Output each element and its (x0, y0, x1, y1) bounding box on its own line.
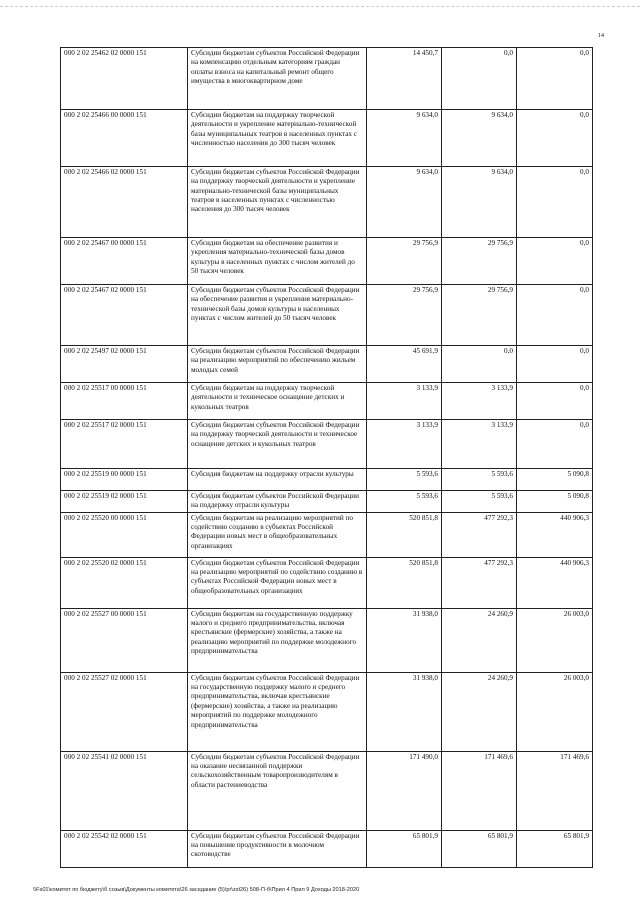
amount-2018-cell: 5 593,6 (367, 469, 442, 491)
table-row (61, 672, 593, 751)
amount-2020-cell: 171 469,6 (517, 751, 593, 830)
amount-2018-cell: 5 593,6 (367, 491, 442, 513)
amount-2019-cell: 477 292,3 (442, 512, 517, 557)
amount-2020-cell: 0,0 (517, 285, 593, 346)
revenue-table (60, 47, 593, 868)
budget-code-cell: 000 2 02 25466 00 0000 151 (61, 110, 188, 167)
budget-code-cell: 000 2 02 25466 02 0000 151 (61, 167, 188, 238)
amount-2018-cell: 31 938,0 (367, 608, 442, 672)
table-row (61, 830, 593, 867)
amount-2019-cell: 5 593,6 (442, 491, 517, 513)
page-number: 14 (598, 33, 604, 39)
description-cell: Субсидии бюджетам субъектов Российской Федерации на повышение продуктивности в молочном скотоводстве (188, 830, 367, 867)
description-cell: Субсидии бюджетам субъектов Российской Федерации на реализацию мероприятий по содействию созданию в субъектах Российской Федерации новых мест в общеобразовательных организациях (188, 557, 367, 608)
amount-2018-cell: 3 133,9 (367, 420, 442, 469)
table-row (61, 110, 593, 167)
budget-code-cell: 000 2 02 25462 02 0000 151 (61, 48, 188, 110)
budget-code-cell: 000 2 02 25519 02 0000 151 (61, 491, 188, 513)
amount-2018-cell: 171 490,0 (367, 751, 442, 830)
amount-2019-cell: 24 260,9 (442, 608, 517, 672)
file-path-footer: \\Fs01\комитет по бюджету\б созыв\Документы комитета\26 заседание (5)\pr\zst26) 508-П-б\Прил 4 Прил 9 Доходы 2018-2020 (33, 887, 360, 893)
amount-2020-cell: 26 003,0 (517, 672, 593, 751)
amount-2020-cell: 440 906,3 (517, 512, 593, 557)
amount-2019-cell: 9 634,0 (442, 110, 517, 167)
budget-code-cell: 000 2 02 25541 02 0000 151 (61, 751, 188, 830)
amount-2020-cell: 0,0 (517, 110, 593, 167)
amount-2020-cell: 65 801,9 (517, 830, 593, 867)
budget-code-cell: 000 2 02 25519 00 0000 151 (61, 469, 188, 491)
table-row (61, 238, 593, 285)
budget-code-cell: 000 2 02 25497 02 0000 151 (61, 346, 188, 383)
amount-2020-cell: 0,0 (517, 238, 593, 285)
amount-2018-cell: 65 801,9 (367, 830, 442, 867)
table-row (61, 557, 593, 608)
budget-code-cell: 000 2 02 25517 00 0000 151 (61, 383, 188, 420)
amount-2020-cell: 5 090,8 (517, 491, 593, 513)
budget-code-cell: 000 2 02 25527 02 0000 151 (61, 672, 188, 751)
table-row (61, 608, 593, 672)
amount-2019-cell: 0,0 (442, 346, 517, 383)
table-row (61, 751, 593, 830)
budget-code-cell: 000 2 02 25542 02 0000 151 (61, 830, 188, 867)
amount-2018-cell: 29 756,9 (367, 238, 442, 285)
amount-2020-cell: 0,0 (517, 420, 593, 469)
amount-2019-cell: 65 801,9 (442, 830, 517, 867)
amount-2018-cell: 31 938,0 (367, 672, 442, 751)
table-row (61, 512, 593, 557)
amount-2020-cell: 0,0 (517, 383, 593, 420)
amount-2018-cell: 520 851,8 (367, 557, 442, 608)
amount-2019-cell: 0,0 (442, 48, 517, 110)
table-row (61, 346, 593, 383)
amount-2018-cell: 9 634,0 (367, 167, 442, 238)
budget-code-cell: 000 2 02 25527 00 0000 151 (61, 608, 188, 672)
amount-2018-cell: 14 450,7 (367, 48, 442, 110)
amount-2020-cell: 26 003,0 (517, 608, 593, 672)
amount-2020-cell: 440 906,3 (517, 557, 593, 608)
amount-2019-cell: 24 260,9 (442, 672, 517, 751)
description-cell: Субсидия бюджетам на поддержку отрасли культуры (188, 469, 367, 491)
table-row (61, 167, 593, 238)
table-body (61, 48, 593, 868)
description-cell: Субсидии бюджетам на государственную поддержку малого и среднего предпринимательства, включая крестьянские (фермерские) хозяйства, а также на реализацию мероприятий по поддержке молодежного предпринимательства (188, 608, 367, 672)
description-cell: Субсидии бюджетам на реализацию мероприятий по содействию созданию в субъектах Российской Федерации новых мест в общеобразовательных организациях (188, 512, 367, 557)
table-row (61, 469, 593, 491)
description-cell: Субсидии бюджетам на обеспечение развития и укрепления материально-технической базы домов культуры в населенных пунктах с числом жителей до 50 тысяч человек (188, 238, 367, 285)
table-row (61, 285, 593, 346)
amount-2020-cell: 0,0 (517, 167, 593, 238)
amount-2019-cell: 5 593,6 (442, 469, 517, 491)
budget-code-cell: 000 2 02 25520 00 0000 151 (61, 512, 188, 557)
amount-2019-cell: 29 756,9 (442, 285, 517, 346)
amount-2019-cell: 29 756,9 (442, 238, 517, 285)
budget-code-cell: 000 2 02 25467 02 0000 151 (61, 285, 188, 346)
description-cell: Субсидии бюджетам субъектов Российской Федерации на оказание несвязанной поддержки сельскохозяйственным товаропроизводителям в области растениеводства (188, 751, 367, 830)
table-row (61, 420, 593, 469)
description-cell: Субсидии бюджетам субъектов Российской Федерации на реализацию мероприятий по обеспечению жильем молодых семей (188, 346, 367, 383)
amount-2020-cell: 0,0 (517, 346, 593, 383)
amount-2018-cell: 29 756,9 (367, 285, 442, 346)
table-row (61, 383, 593, 420)
description-cell: Субсидии бюджетам субъектов Российской Федерации на поддержку творческой деятельности и укрепление материально-технической базы муниципальных театров в населенных пунктах с численностью населения до 300 тысяч человек (188, 167, 367, 238)
scan-edge-line (0, 6, 640, 8)
budget-code-cell: 000 2 02 25467 00 0000 151 (61, 238, 188, 285)
amount-2018-cell: 45 691,9 (367, 346, 442, 383)
description-cell: Субсидии бюджетам субъектов Российской Федерации на обеспечение развития и укрепления материально-технической базы домов культуры в населенных пунктах с числом жителей до 50 тысяч человек (188, 285, 367, 346)
amount-2020-cell: 5 090,8 (517, 469, 593, 491)
description-cell: Субсидия бюджетам субъектов Российской Федерации на поддержку отрасли культуры (188, 491, 367, 513)
amount-2018-cell: 520 851,8 (367, 512, 442, 557)
amount-2020-cell: 0,0 (517, 48, 593, 110)
description-cell: Субсидии бюджетам субъектов Российской Федерации на поддержку творческой деятельности и техническое оснащение детских и кукольных театров (188, 420, 367, 469)
table-row (61, 48, 593, 110)
budget-code-cell: 000 2 02 25517 02 0000 151 (61, 420, 188, 469)
amount-2018-cell: 9 634,0 (367, 110, 442, 167)
description-cell: Субсидии бюджетам на поддержку творческой деятельности и укрепление материально-технической базы муниципальных театров в населенных пунктах с численностью населения до 300 тысяч человек (188, 110, 367, 167)
amount-2018-cell: 3 133,9 (367, 383, 442, 420)
amount-2019-cell: 3 133,9 (442, 383, 517, 420)
budget-code-cell: 000 2 02 25520 02 0000 151 (61, 557, 188, 608)
description-cell: Субсидии бюджетам субъектов Российской Федерации на государственную поддержку малого и среднего предпринимательства, включая крестьянские (фермерские) хозяйства, а также на реализацию мероприятий по поддержке молодежного предпринимательства (188, 672, 367, 751)
amount-2019-cell: 477 292,3 (442, 557, 517, 608)
description-cell: Субсидии бюджетам на поддержку творческой деятельности и техническое оснащение детских и кукольных театров (188, 383, 367, 420)
description-cell: Субсидии бюджетам субъектов Российской Федерации на компенсацию отдельным категориям граждан оплаты взноса на капитальный ремонт общего имущества в многоквартирном доме (188, 48, 367, 110)
amount-2019-cell: 3 133,9 (442, 420, 517, 469)
amount-2019-cell: 9 634,0 (442, 167, 517, 238)
table-row (61, 491, 593, 513)
amount-2019-cell: 171 469,6 (442, 751, 517, 830)
